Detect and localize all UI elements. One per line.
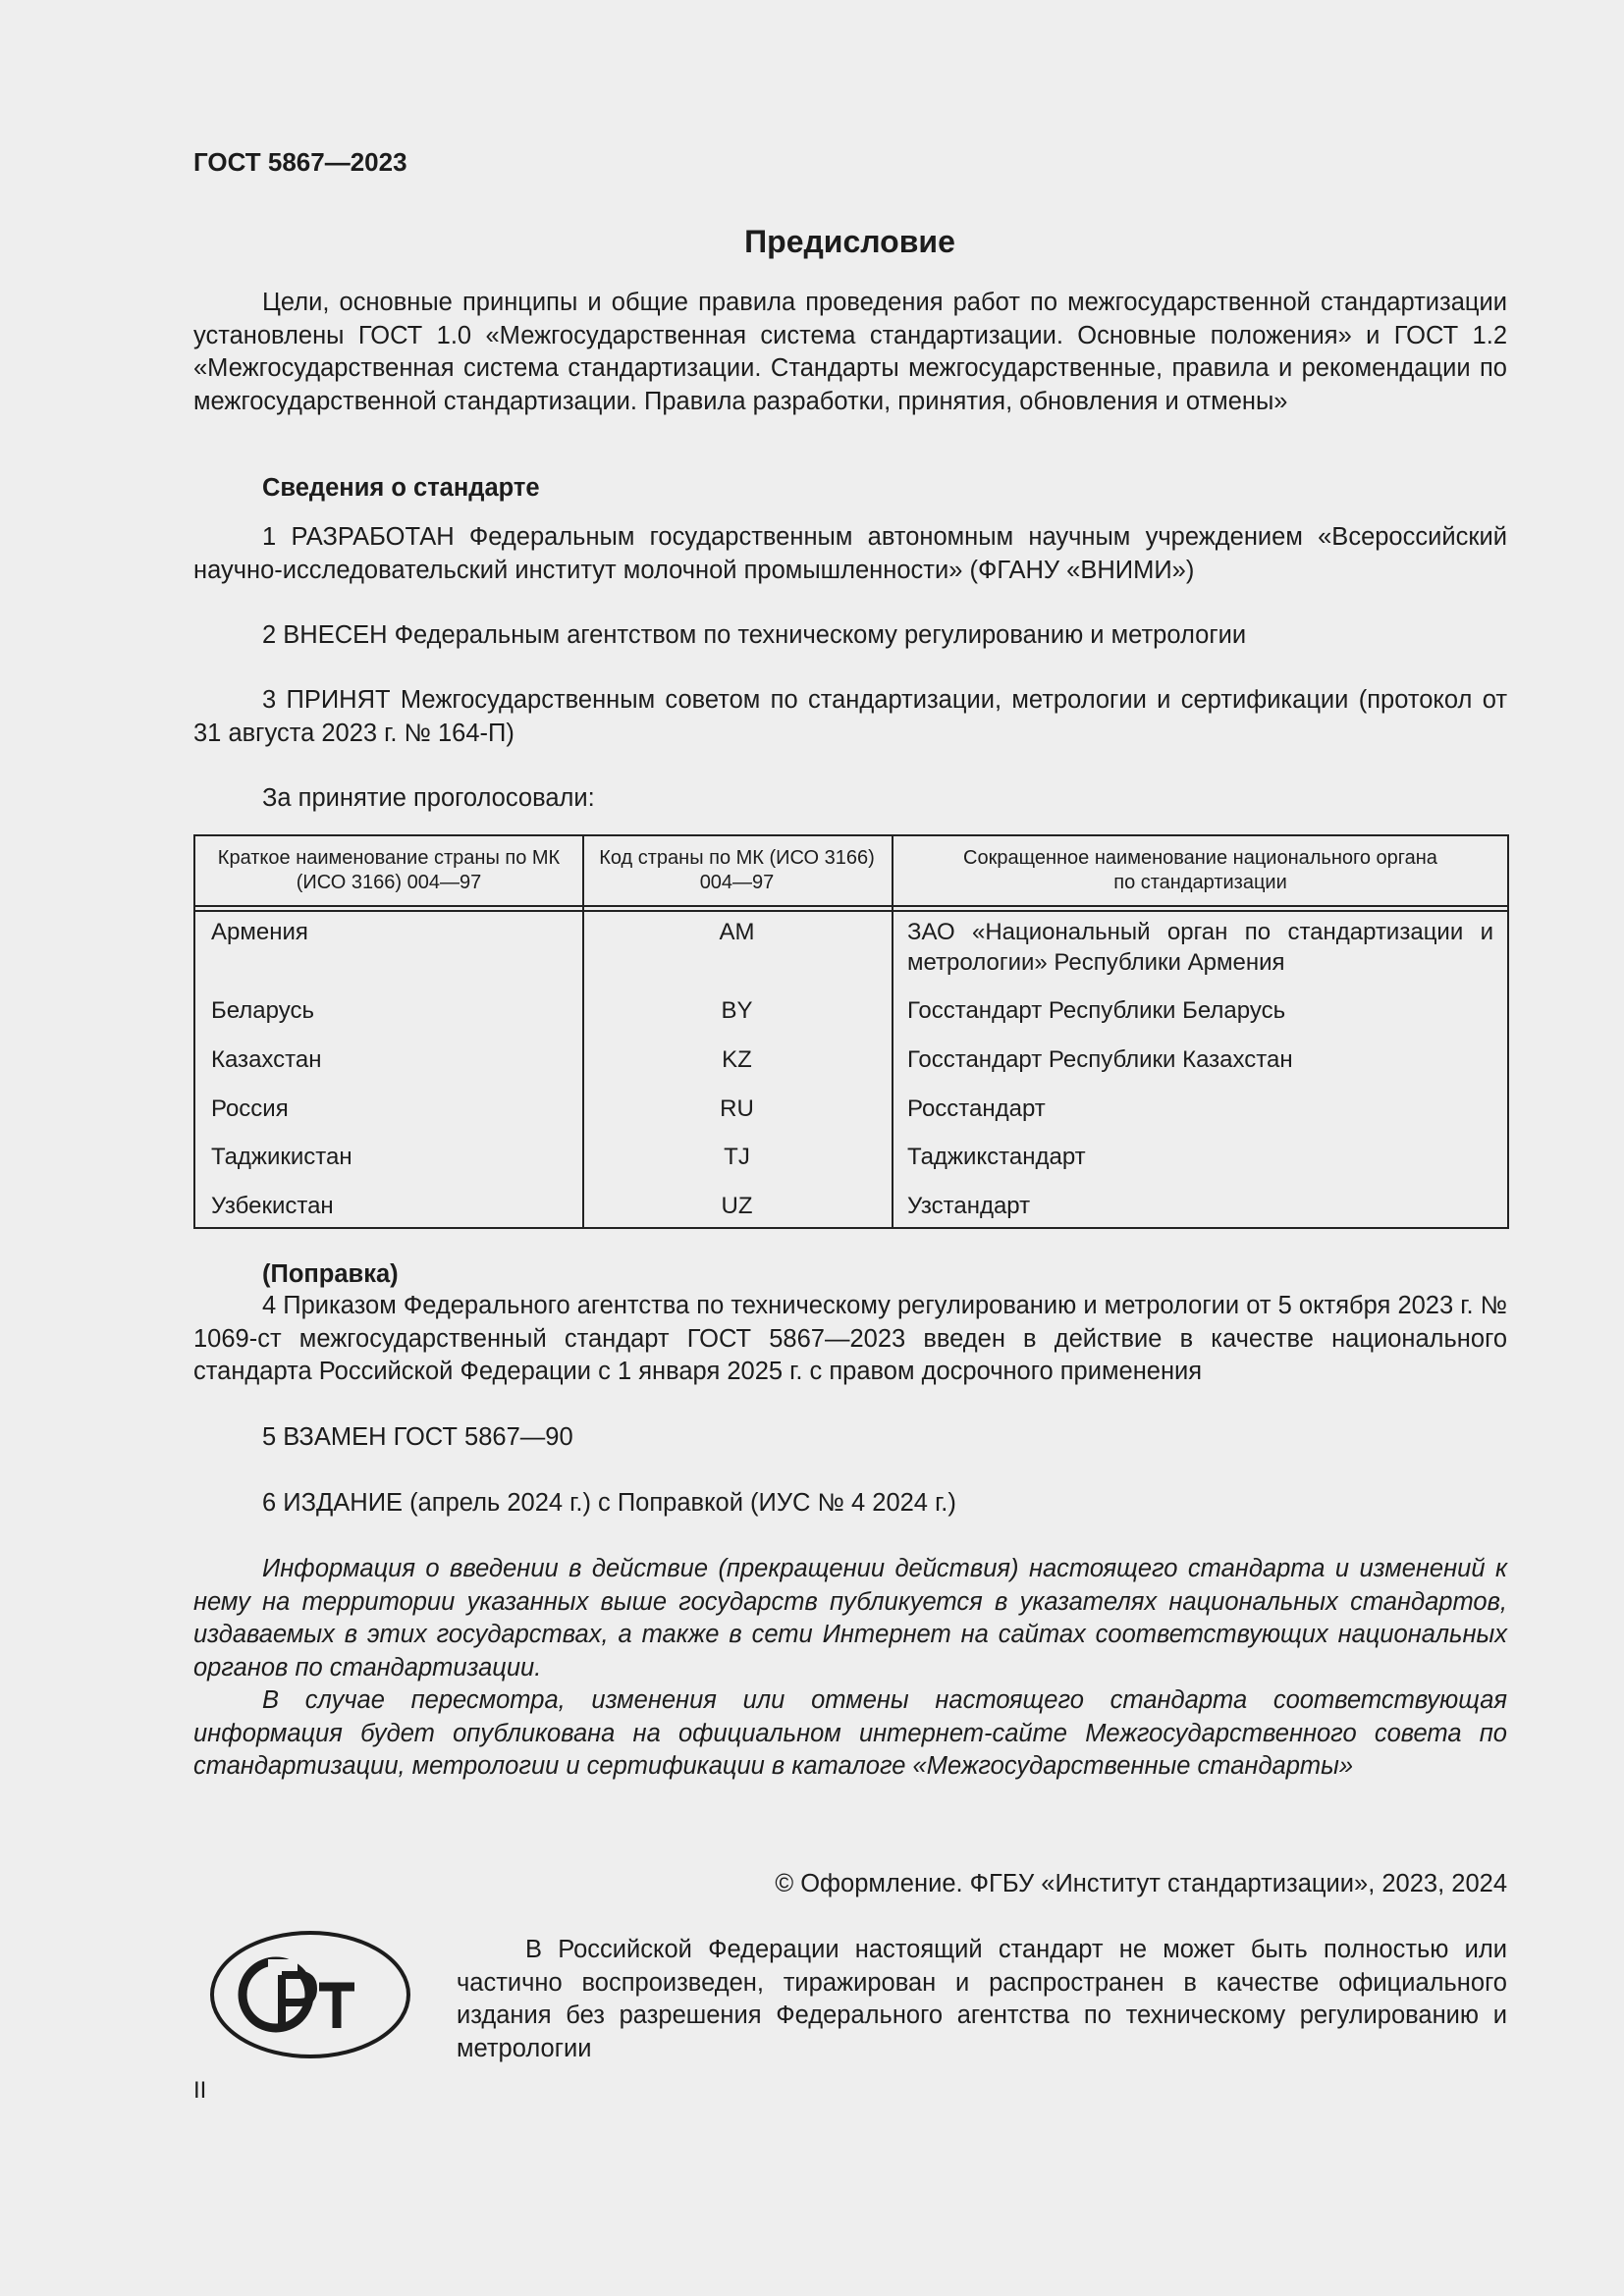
- table-cell-country: Армения: [211, 919, 308, 945]
- notice-paragraph: Информация о введении в действие (прекращении действия) настоящего стандарта и изменений к нему на территории указанных выше государств публикуется в указателях национальных стандартов, издаваемых в этих государствах, а также в сети Интернет на сайтах соответствующих национальных органов по стандартизации.: [193, 1555, 1507, 1682]
- table-cell-code: KZ: [722, 1046, 752, 1073]
- item-adopted: 3 ПРИНЯТ Межгосударственным советом по стандартизации, метрологии и сертификации (протокол от 31 августа 2023 г. № 164-П): [193, 686, 1507, 747]
- table-cell-org: Узстандарт: [907, 1193, 1031, 1219]
- column-header-code: Код страны по МК (ИСО 3166) 004—97: [599, 847, 875, 893]
- header-divider: [195, 905, 1507, 907]
- voted-label: За принятие проголосовали:: [262, 784, 595, 812]
- table-cell-code: RU: [720, 1095, 754, 1122]
- item-developed: 1 РАЗРАБОТАН Федеральным государственным автономным научным учреждением «Всероссийский научно-исследовательский институт молочной промышленности» (ФГАНУ «ВНИМИ»): [193, 523, 1507, 584]
- table-cell-code: TJ: [724, 1144, 750, 1170]
- table-cell-country: Беларусь: [211, 997, 314, 1024]
- table-cell-org: Госстандарт Республики Беларусь: [907, 997, 1286, 1024]
- table-cell-country: Россия: [211, 1095, 289, 1122]
- copyright-notice: В Российской Федерации настоящий стандарт не может быть полностью или частично воспроизведен, тиражирован и распространен в качестве официального издания без разрешения Федерального агентства по техническому регулированию и метрологии: [457, 1936, 1507, 2062]
- voting-table: [193, 834, 1509, 1229]
- table-cell-country: Таджикистан: [211, 1144, 352, 1170]
- column-header-country: Краткое наименование страны по МК (ИСО 3166) 004—97: [217, 847, 561, 893]
- rst-logo-icon: [209, 1930, 411, 2059]
- document-code: ГОСТ 5867—2023: [193, 147, 407, 177]
- table-cell-org: Таджикстандарт: [907, 1144, 1086, 1170]
- table-cell-org: ЗАО «Национальный орган по стандартизации и метрологии» Республики Армения: [907, 919, 1493, 976]
- item-introduced: 2 ВНЕСЕН Федеральным агентством по техническому регулированию и метрологии: [262, 621, 1247, 649]
- column-header-org: Сокращенное наименование национального органа по стандартизации: [963, 847, 1437, 893]
- page-number: II: [193, 2077, 207, 2104]
- item-replaces: 5 ВЗАМЕН ГОСТ 5867—90: [262, 1423, 573, 1451]
- intro-paragraph: Цели, основные принципы и общие правила проведения работ по межгосударственной стандартизации установлены ГОСТ 1.0 «Межгосударственная система стандартизации. Основные положения» и ГОСТ 1.2 «Межгосударственная система стандартизации. Стандарты межгосударственные, правила и рекомендации по межгосударственной стандартизации. Правила разработки, принятия, обновления и отмены»: [193, 289, 1507, 415]
- table-cell-code: BY: [721, 997, 753, 1024]
- table-cell-code: AM: [719, 919, 755, 945]
- table-cell-country: Узбекистан: [211, 1193, 334, 1219]
- item-enacted: 4 Приказом Федерального агентства по техническому регулированию и метрологии от 5 октября 2023 г. № 1069-ст межгосударственный стандарт ГОСТ 5867—2023 введен в действие в качестве национального стандарта Российской Федерации с 1 января 2025 г. с правом досрочного применения: [193, 1292, 1507, 1385]
- copyright-line: © Оформление. ФГБУ «Институт стандартизации», 2023, 2024: [775, 1870, 1507, 1897]
- amendment-label: (Поправка): [262, 1260, 399, 1288]
- table-cell-code: UZ: [721, 1193, 753, 1219]
- table-cell-org: Госстандарт Республики Казахстан: [907, 1046, 1293, 1073]
- header-divider: [195, 910, 1507, 912]
- notice-paragraph: В случае пересмотра, изменения или отмены настоящего стандарта соответствующая информация будет опубликована на официальном интернет-сайте Межгосударственного совета по стандартизации, метрологии и сертификации в каталоге «Межгосударственные стандарты»: [193, 1686, 1507, 1780]
- info-heading: Сведения о стандарте: [262, 474, 540, 502]
- item-edition: 6 ИЗДАНИЕ (апрель 2024 г.) с Поправкой (ИУС № 4 2024 г.): [262, 1489, 956, 1517]
- table-cell-org: Росстандарт: [907, 1095, 1046, 1122]
- table-cell-country: Казахстан: [211, 1046, 322, 1073]
- page-title: Предисловие: [744, 224, 955, 259]
